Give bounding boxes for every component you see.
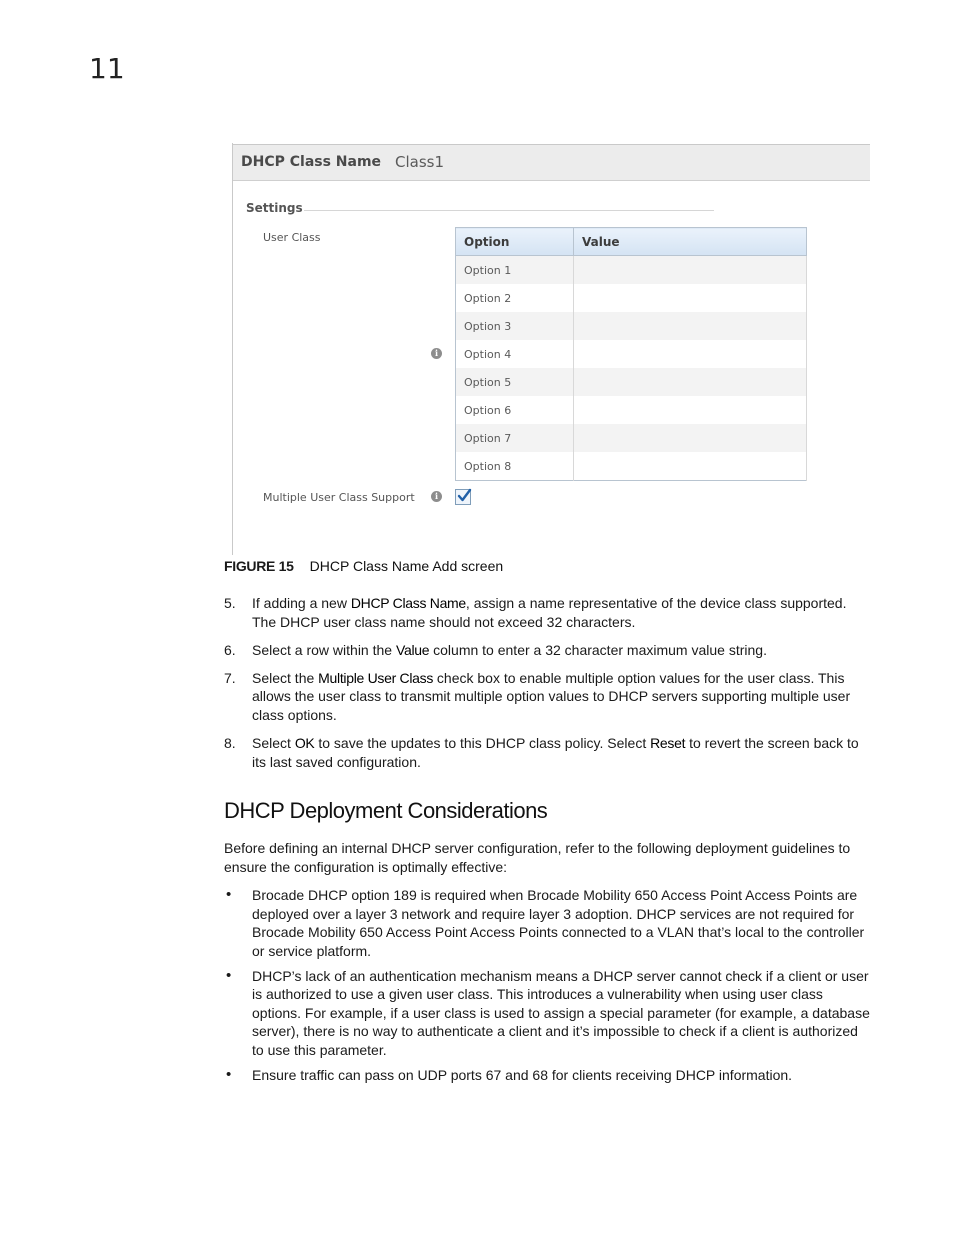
value-cell[interactable] xyxy=(574,368,807,396)
option-cell: Option 7 xyxy=(456,424,574,452)
ui-term: Reset xyxy=(650,735,686,752)
step-text: , assign a name representative of the device class supported. The DHCP user class name should not exceed 32 characters. xyxy=(252,595,847,630)
bullet-text: Brocade DHCP option 189 is required when Brocade Mobility 650 Access Point Access Points are deployed over a layer 3 network and require layer 3 adoption. DHCP services are not required for Brocade Mobility 650 Access Point Access Points connected to a VLAN that’s local to the controller or service platform. xyxy=(252,887,865,959)
option-cell: Option 1 xyxy=(456,256,574,285)
dhcp-class-name-label: DHCP Class Name xyxy=(241,154,382,170)
option-cell: Option 8 xyxy=(456,452,574,481)
value-cell[interactable] xyxy=(574,312,807,340)
value-cell[interactable] xyxy=(574,284,807,312)
user-class-label: User Class xyxy=(263,231,321,244)
table-row[interactable] xyxy=(456,424,807,452)
info-icon: i xyxy=(431,491,442,502)
chapter-number: 11 xyxy=(89,52,125,85)
bullet-icon: • xyxy=(226,886,232,903)
settings-divider xyxy=(304,210,714,211)
section-intro: Before defining an internal DHCP server configuration, refer to the following deployment guidelines to ensure the configuration is optimally effective: xyxy=(224,840,851,875)
list-item xyxy=(224,1066,870,1085)
step-text: If adding a new xyxy=(252,595,351,611)
value-cell[interactable] xyxy=(574,340,807,368)
step-text: to revert the screen back to its last saved configuration. xyxy=(252,735,859,770)
value-cell[interactable] xyxy=(574,452,807,481)
info-icon: i xyxy=(431,348,442,359)
multiple-user-class-checkbox[interactable] xyxy=(455,489,471,505)
procedure-steps xyxy=(224,594,870,781)
table-row[interactable] xyxy=(456,368,807,396)
settings-section-label: Settings xyxy=(246,201,303,215)
figure-header-bar xyxy=(233,144,870,181)
table-row[interactable] xyxy=(456,340,807,368)
step-text: column to enter a 32 character maximum value string. xyxy=(429,641,767,658)
value-column-header[interactable]: Value xyxy=(574,228,807,256)
step-text: to save the updates to this DHCP class policy. Select xyxy=(314,735,651,752)
bullet-icon: • xyxy=(226,1065,232,1083)
table-row[interactable] xyxy=(456,312,807,340)
user-class-options-table xyxy=(455,227,807,481)
options-table-body xyxy=(456,256,807,481)
table-row[interactable] xyxy=(456,452,807,481)
option-column-header[interactable]: Option xyxy=(456,228,574,256)
step-number: 6. xyxy=(224,641,236,658)
bullet-icon: • xyxy=(226,966,232,984)
value-cell[interactable] xyxy=(574,424,807,452)
list-item xyxy=(224,594,870,631)
list-item xyxy=(224,669,870,725)
option-cell: Option 4 xyxy=(456,340,574,368)
option-cell: Option 6 xyxy=(456,396,574,424)
list-item xyxy=(224,886,870,960)
step-number: 7. xyxy=(224,669,236,686)
table-row[interactable] xyxy=(456,284,807,312)
figure-title: DHCP Class Name Add screen xyxy=(309,558,504,574)
table-row[interactable] xyxy=(456,256,807,285)
list-item xyxy=(224,734,870,771)
figure-caption xyxy=(224,558,503,574)
step-number: 8. xyxy=(224,735,236,752)
dhcp-class-name-value[interactable]: Class1 xyxy=(395,153,445,171)
step-text: Select xyxy=(252,735,295,752)
dhcp-class-figure xyxy=(232,143,870,555)
bullet-list xyxy=(224,886,870,1091)
option-cell: Option 3 xyxy=(456,312,574,340)
option-cell: Option 2 xyxy=(456,284,574,312)
ui-term: OK xyxy=(294,735,315,752)
list-item xyxy=(224,641,870,660)
figure-border xyxy=(232,143,233,555)
step-text: Select a row within the xyxy=(252,641,396,658)
value-cell[interactable] xyxy=(574,256,807,285)
step-text: check box to enable multiple option values for the user class. This allows the user class to transmit multiple option values to DHCP servers supporting multiple user class options. xyxy=(252,669,851,723)
value-cell[interactable] xyxy=(574,396,807,424)
ui-term: Value xyxy=(395,641,430,658)
bullet-text: Ensure traffic can pass on UDP ports 67 and 68 for clients receiving DHCP information. xyxy=(252,1066,793,1083)
step-text: Select the xyxy=(252,669,319,686)
ui-term: Multiple User Class xyxy=(318,669,434,686)
figure-number: FIGURE 15 xyxy=(224,558,294,574)
checkmark-icon xyxy=(456,488,472,504)
table-row[interactable] xyxy=(456,396,807,424)
option-cell: Option 5 xyxy=(456,368,574,396)
list-item xyxy=(224,967,870,1060)
step-number: 5. xyxy=(224,595,236,611)
ui-term: DHCP Class Name xyxy=(350,595,466,611)
multiple-user-class-label: Multiple User Class Support xyxy=(263,491,415,504)
bullet-text: DHCP’s lack of an authentication mechanism means a DHCP server cannot check if a client or user is authorized to use a given user class. This introduces a vulnerability when using user class options. For example, if a user class is used to assign a special parameter (for example, a database server), there is no way to authenticate a client and it’s impossible to check if a client is authorized to use this parameter. xyxy=(252,967,870,1059)
section-heading: DHCP Deployment Considerations xyxy=(224,798,548,823)
